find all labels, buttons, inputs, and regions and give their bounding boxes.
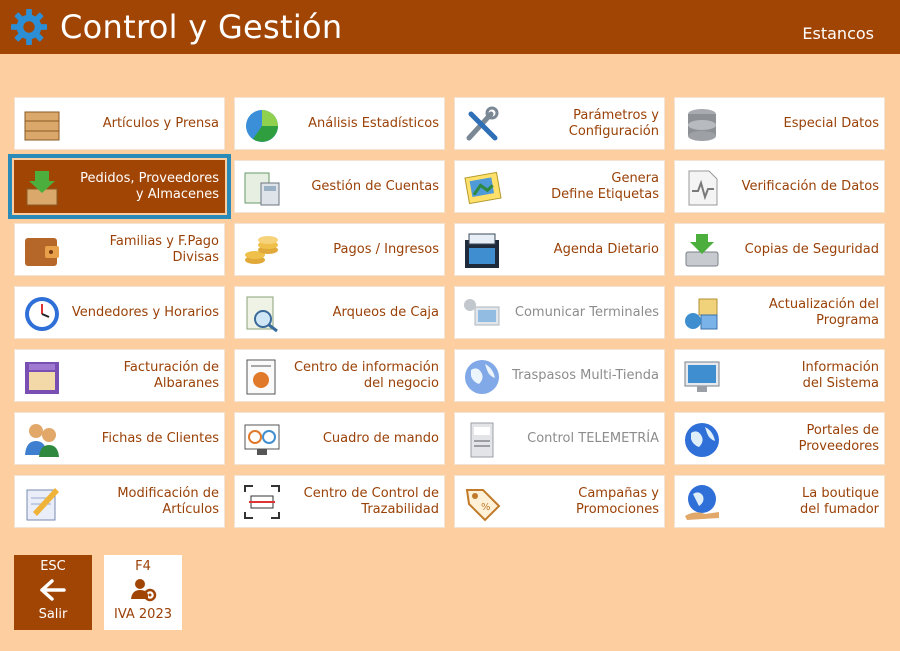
backup-drive-icon [681, 230, 723, 272]
module-grid [14, 97, 885, 528]
module-tile[interactable] [14, 475, 225, 528]
module-label-line: Copias de Seguridad [744, 241, 879, 257]
dashboard-screen-icon [241, 419, 283, 461]
database-icon [681, 104, 723, 146]
module-label-line: Fichas de Clientes [101, 430, 219, 446]
module-label-line: Control TELEMETRÍA [527, 430, 659, 446]
module-label-line: Centro de información [293, 359, 439, 375]
module-label-line: Facturación de [123, 359, 219, 375]
label-picture-icon [461, 167, 503, 209]
module-tile[interactable] [674, 97, 885, 150]
crate-icon [21, 104, 63, 146]
module-label-line: Parámetros y [573, 107, 659, 123]
module-label-line: Traspasos Multi-Tienda [512, 367, 659, 383]
module-label [507, 413, 659, 464]
module-label-line: Configuración [568, 123, 659, 139]
module-tile[interactable] [674, 286, 885, 339]
module-label-line: La boutique [802, 485, 879, 501]
module-label-line: Artículos y Prensa [102, 115, 219, 131]
module-label [727, 476, 879, 527]
module-tile[interactable] [674, 160, 885, 213]
module-tile[interactable] [14, 223, 225, 276]
magnifier-report-icon [241, 293, 283, 335]
module-label [287, 98, 439, 149]
iva-label: IVA 2023 [113, 607, 172, 622]
module-label-line: Especial Datos [783, 115, 879, 131]
module-label-line: Arqueos de Caja [332, 304, 439, 320]
module-label-line: Análisis Estadísticos [308, 115, 439, 131]
module-label-line: Centro de Control de [303, 485, 439, 501]
barcode-scan-icon [241, 482, 283, 524]
telemetry-device-icon [461, 419, 503, 461]
module-label-line: Verificación de Datos [741, 178, 879, 194]
module-label-line: Gestión de Cuentas [311, 178, 439, 194]
module-tile[interactable] [674, 475, 885, 528]
module-label [287, 476, 439, 527]
arrow-left-icon [38, 577, 68, 603]
module-label-line: Agenda Dietario [553, 241, 659, 257]
module-label [727, 350, 879, 401]
globe-icon [461, 356, 503, 398]
module-tile[interactable] [234, 349, 445, 402]
module-tile[interactable] [454, 412, 665, 465]
module-label-line: del fumador [800, 501, 879, 517]
document-pulse-icon [681, 167, 723, 209]
module-label [67, 224, 219, 275]
coins-icon [241, 230, 283, 272]
module-label-line: Comunicar Terminales [514, 304, 659, 320]
module-label-line: Divisas [172, 249, 219, 265]
exit-label: Salir [38, 607, 68, 622]
module-label [287, 224, 439, 275]
module-label-line: Campañas y [578, 485, 659, 501]
price-tag-icon [461, 482, 503, 524]
module-label-line: del Sistema [802, 375, 879, 391]
module-label-line: Programa [816, 312, 879, 328]
module-label-line: Actualización del [768, 296, 879, 312]
esc-key-label: ESC [40, 559, 66, 574]
module-tile[interactable] [674, 349, 885, 402]
module-tile[interactable] [234, 412, 445, 465]
module-label [727, 98, 879, 149]
report-chart-icon [241, 356, 283, 398]
module-tile[interactable] [234, 223, 445, 276]
module-label-line: Información [801, 359, 879, 375]
module-label [727, 161, 879, 212]
module-label [507, 287, 659, 338]
header-subtitle: Estancos [802, 24, 874, 43]
f4-key-label: F4 [135, 559, 151, 574]
module-label-line: Promociones [576, 501, 659, 517]
module-tile[interactable] [454, 97, 665, 150]
module-label-line: Genera [611, 170, 659, 186]
update-boxes-icon [681, 293, 723, 335]
tools-icon [461, 104, 503, 146]
module-tile[interactable] [454, 160, 665, 213]
invoice-drawer-icon [21, 356, 63, 398]
network-terminal-icon [461, 293, 503, 335]
module-label [507, 98, 659, 149]
module-tile[interactable] [234, 475, 445, 528]
module-label-line: Trazabilidad [361, 501, 439, 517]
module-label [287, 350, 439, 401]
module-label [507, 476, 659, 527]
module-tile[interactable] [14, 286, 225, 339]
module-tile[interactable] [234, 97, 445, 150]
module-label-line: Pedidos, Proveedores [80, 170, 219, 186]
module-label [727, 287, 879, 338]
globe-hand-icon [681, 482, 723, 524]
notepad-pencil-icon [21, 482, 63, 524]
module-label-line: Vendedores y Horarios [71, 304, 219, 320]
module-tile[interactable] [674, 412, 885, 465]
module-tile[interactable] [14, 349, 225, 402]
module-label-line: Artículos [162, 501, 219, 517]
module-tile[interactable] [674, 223, 885, 276]
module-tile[interactable] [454, 223, 665, 276]
box-download-icon [21, 167, 63, 209]
users-icon [21, 419, 63, 461]
module-label [287, 413, 439, 464]
module-label [507, 161, 659, 212]
module-label-line: Pagos / Ingresos [333, 241, 439, 257]
agenda-icon [461, 230, 503, 272]
module-tile[interactable] [454, 475, 665, 528]
module-label [67, 161, 219, 212]
clock-icon [21, 293, 63, 335]
module-tile[interactable] [234, 160, 445, 213]
module-tile[interactable] [454, 349, 665, 402]
module-label [287, 287, 439, 338]
module-label-line: Modificación de [117, 485, 219, 501]
module-label [287, 161, 439, 212]
module-label-line: Proveedores [798, 438, 879, 454]
app-title: Control y Gestión [60, 8, 343, 46]
user-settings-icon [128, 577, 158, 603]
module-label [507, 224, 659, 275]
module-tile[interactable] [14, 97, 225, 150]
module-tile[interactable] [454, 286, 665, 339]
app-header [0, 0, 900, 54]
module-label-line: Define Etiquetas [551, 186, 659, 202]
wallet-icon [21, 230, 63, 272]
svg-text:%: % [481, 502, 491, 513]
module-label [67, 287, 219, 338]
module-label-line: Familias y F.Pago [109, 233, 219, 249]
module-tile[interactable] [14, 160, 225, 213]
module-label-line: y Almacenes [135, 186, 219, 202]
module-label-line: del negocio [363, 375, 439, 391]
monitor-icon [681, 356, 723, 398]
ledger-calculator-icon [241, 167, 283, 209]
exit-button[interactable] [14, 555, 92, 630]
module-tile[interactable] [234, 286, 445, 339]
globe-icon [681, 419, 723, 461]
module-tile[interactable] [14, 412, 225, 465]
iva-button[interactable] [104, 555, 182, 630]
module-label [67, 413, 219, 464]
gear-icon [10, 8, 48, 46]
module-label [727, 224, 879, 275]
module-label [67, 476, 219, 527]
module-label-line: Albaranes [153, 375, 219, 391]
module-label [507, 350, 659, 401]
pie-chart-icon [241, 104, 283, 146]
module-label-line: Cuadro de mando [322, 430, 439, 446]
module-label-line: Portales de [806, 422, 879, 438]
module-label [67, 350, 219, 401]
module-label [727, 413, 879, 464]
module-label [67, 98, 219, 149]
